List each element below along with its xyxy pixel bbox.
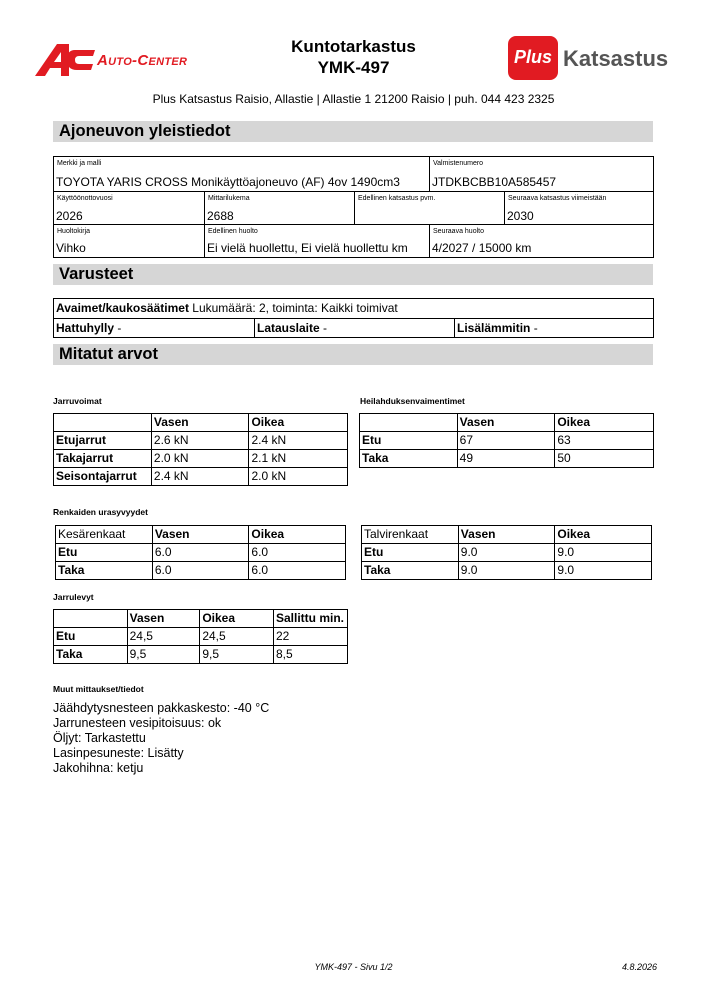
winter-header-row bbox=[362, 526, 652, 544]
brakes-row-name: Takajarrut bbox=[54, 450, 152, 468]
discs-row-left: 24,5 bbox=[127, 628, 200, 646]
winter-row-name: Etu bbox=[362, 544, 459, 562]
prev-service-label: Edellinen huolto bbox=[208, 228, 258, 235]
plus-logo-badge-text: Plus bbox=[514, 47, 553, 67]
footer-date: 4.8.2026 bbox=[621, 962, 657, 972]
discs-header-left: Vasen bbox=[127, 610, 200, 628]
shocks-table bbox=[359, 413, 654, 468]
hat-shelf-cell bbox=[54, 319, 254, 337]
first-reg-label: Käyttöönottovuosi bbox=[57, 195, 113, 202]
vin-label: Valmistenumero bbox=[433, 160, 484, 167]
service-book-label: Huoltokirja bbox=[57, 228, 91, 235]
brakes-row-right: 2.0 kN bbox=[249, 468, 348, 486]
next-inspection-cell bbox=[504, 192, 653, 225]
discs-row-min: 22 bbox=[273, 628, 347, 646]
summer-row-name: Taka bbox=[56, 562, 153, 580]
section-measured-title: Mitatut arvot bbox=[53, 344, 653, 365]
winter-header-right: Oikea bbox=[555, 526, 652, 544]
plus-katsastus-logo bbox=[508, 36, 678, 80]
next-inspection-value: 2030 bbox=[507, 209, 534, 223]
make-label: Merkki ja malli bbox=[57, 160, 102, 167]
brakes-header-row bbox=[54, 414, 348, 432]
discs-header-right: Oikea bbox=[200, 610, 274, 628]
shocks-row-left: 49 bbox=[457, 450, 555, 468]
service-book-value: Vihko bbox=[56, 241, 86, 255]
list-item: Jakohihna: ketju bbox=[53, 761, 144, 775]
keys-label: Avaimet/kaukosäätimet bbox=[56, 301, 189, 315]
shocks-title: Heilahduksenvaimentimet bbox=[360, 396, 465, 406]
brakes-row-right: 2.4 kN bbox=[249, 432, 348, 450]
table-row bbox=[54, 468, 348, 486]
odometer-cell bbox=[204, 192, 354, 225]
charger-cell bbox=[254, 319, 454, 337]
brakes-row-name: Seisontajarrut bbox=[54, 468, 152, 486]
first-reg-cell bbox=[54, 192, 204, 225]
general-row-3 bbox=[54, 224, 653, 257]
prev-service-value: Ei vielä huollettu, Ei vielä huollettu km bbox=[207, 241, 408, 255]
shocks-header-right: Oikea bbox=[555, 414, 654, 432]
equipment-row-keys bbox=[54, 299, 653, 318]
summer-header-left: Vasen bbox=[152, 526, 249, 544]
station-address: Plus Katsastus Raisio, Allastie | Allastie 1 21200 Raisio | puh. 044 423 2325 bbox=[152, 92, 555, 106]
brakes-row-name: Etujarrut bbox=[54, 432, 152, 450]
shocks-header-left: Vasen bbox=[457, 414, 555, 432]
charger-label: Latauslaite bbox=[257, 321, 320, 335]
list-item: Jarrunesteen vesipitoisuus: ok bbox=[53, 716, 222, 730]
service-book-cell bbox=[54, 225, 204, 257]
discs-row-right: 24,5 bbox=[200, 628, 274, 646]
brakes-row-left: 2.0 kN bbox=[151, 450, 249, 468]
discs-header-row bbox=[54, 610, 348, 628]
plus-logo-text: Katsastus bbox=[563, 46, 669, 71]
brakes-row-left: 2.4 kN bbox=[151, 468, 249, 486]
discs-title: Jarrulevyt bbox=[53, 592, 94, 602]
general-info-box bbox=[53, 156, 654, 258]
summer-row-right: 6.0 bbox=[249, 562, 346, 580]
keys-value: Lukumäärä: 2, toiminta: Kaikki toimivat bbox=[188, 301, 398, 315]
winter-header-label: Talvirenkaat bbox=[362, 526, 459, 544]
winter-header-left: Vasen bbox=[458, 526, 555, 544]
next-service-value: 4/2027 / 15000 km bbox=[432, 241, 532, 255]
summer-header-right: Oikea bbox=[249, 526, 346, 544]
make-cell bbox=[54, 157, 429, 191]
discs-row-right: 9,5 bbox=[200, 646, 274, 664]
heater-value: - bbox=[530, 321, 538, 335]
next-service-label: Seuraava huolto bbox=[433, 228, 484, 235]
other-title: Muut mittaukset/tiedot bbox=[53, 684, 144, 694]
discs-row-name: Taka bbox=[54, 646, 128, 664]
vin-cell bbox=[429, 157, 653, 191]
brakes-header-right: Oikea bbox=[249, 414, 348, 432]
table-row bbox=[56, 544, 346, 562]
tires-title: Renkaiden urasyvyydet bbox=[53, 507, 148, 517]
other-measurements-list bbox=[53, 701, 269, 776]
brakes-header-left: Vasen bbox=[151, 414, 249, 432]
winter-row-right: 9.0 bbox=[555, 562, 652, 580]
winter-row-left: 9.0 bbox=[458, 562, 555, 580]
odometer-value: 2688 bbox=[207, 209, 234, 223]
general-row-2 bbox=[54, 191, 653, 225]
make-value: TOYOTA YARIS CROSS Monikäyttöajoneuvo (AF) 4ov 1490cm3 bbox=[56, 175, 400, 189]
table-row bbox=[362, 562, 652, 580]
brakes-title: Jarruvoimat bbox=[53, 396, 102, 406]
table-row bbox=[56, 562, 346, 580]
winter-tires-table bbox=[361, 525, 652, 580]
winter-row-name: Taka bbox=[362, 562, 459, 580]
next-inspection-label: Seuraava katsastus viimeistään bbox=[508, 195, 607, 202]
winter-row-left: 9.0 bbox=[458, 544, 555, 562]
shocks-header-row bbox=[360, 414, 654, 432]
section-general-title: Ajoneuvon yleistiedot bbox=[53, 121, 653, 142]
discs-header-empty bbox=[54, 610, 128, 628]
shocks-row-right: 63 bbox=[555, 432, 654, 450]
charger-value: - bbox=[319, 321, 328, 335]
shocks-row-name: Taka bbox=[360, 450, 458, 468]
summer-row-left: 6.0 bbox=[152, 544, 249, 562]
keys-cell bbox=[54, 299, 653, 318]
brakes-table bbox=[53, 413, 348, 486]
summer-row-right: 6.0 bbox=[249, 544, 346, 562]
list-item: Jäähdytysnesteen pakkaskesto: -40 °C bbox=[53, 701, 270, 715]
brakes-row-right: 2.1 kN bbox=[249, 450, 348, 468]
table-row bbox=[360, 432, 654, 450]
shocks-row-left: 67 bbox=[457, 432, 555, 450]
list-item: Öljyt: Tarkastettu bbox=[53, 731, 146, 745]
discs-row-min: 8,5 bbox=[273, 646, 347, 664]
brakes-header-empty bbox=[54, 414, 152, 432]
discs-header-min: Sallittu min. bbox=[273, 610, 347, 628]
first-reg-value: 2026 bbox=[56, 209, 83, 223]
table-row bbox=[54, 432, 348, 450]
shocks-row-right: 50 bbox=[555, 450, 654, 468]
odometer-label: Mittarilukema bbox=[208, 195, 250, 202]
table-row bbox=[360, 450, 654, 468]
winter-row-right: 9.0 bbox=[555, 544, 652, 562]
shocks-header-empty bbox=[360, 414, 458, 432]
heater-label: Lisälämmitin bbox=[457, 321, 531, 335]
next-service-cell bbox=[429, 225, 653, 257]
hat-shelf-value: - bbox=[114, 321, 122, 335]
brake-discs-table bbox=[53, 609, 348, 664]
table-row bbox=[54, 628, 348, 646]
prev-inspection-cell bbox=[354, 192, 504, 225]
summer-header-row bbox=[56, 526, 346, 544]
general-row-1 bbox=[54, 157, 653, 191]
equipment-box bbox=[53, 298, 654, 338]
page-title-line-1: Kuntotarkastus bbox=[291, 37, 416, 56]
summer-row-left: 6.0 bbox=[152, 562, 249, 580]
equipment-row-2 bbox=[54, 318, 653, 337]
summer-header-label: Kesärenkaat bbox=[56, 526, 153, 544]
table-row bbox=[54, 646, 348, 664]
summer-tires-table bbox=[55, 525, 346, 580]
auto-center-logo-text: Auto-Center bbox=[97, 52, 188, 69]
prev-inspection-label: Edellinen katsastus pvm. bbox=[358, 195, 436, 202]
prev-service-cell bbox=[204, 225, 429, 257]
page-title-line-2: YMK-497 bbox=[317, 58, 390, 77]
section-equipment-title: Varusteet bbox=[53, 264, 653, 285]
brakes-row-left: 2.6 kN bbox=[151, 432, 249, 450]
list-item: Lasinpesuneste: Lisätty bbox=[53, 746, 184, 760]
hat-shelf-label: Hattuhylly bbox=[56, 321, 115, 335]
vin-value: JTDKBCBB10A585457 bbox=[432, 175, 557, 189]
discs-row-name: Etu bbox=[54, 628, 128, 646]
summer-row-name: Etu bbox=[56, 544, 153, 562]
heater-cell bbox=[454, 319, 653, 337]
discs-row-left: 9,5 bbox=[127, 646, 200, 664]
table-row bbox=[54, 450, 348, 468]
shocks-row-name: Etu bbox=[360, 432, 458, 450]
footer-page-number: YMK-497 - Sivu 1/2 bbox=[314, 962, 393, 972]
table-row bbox=[362, 544, 652, 562]
